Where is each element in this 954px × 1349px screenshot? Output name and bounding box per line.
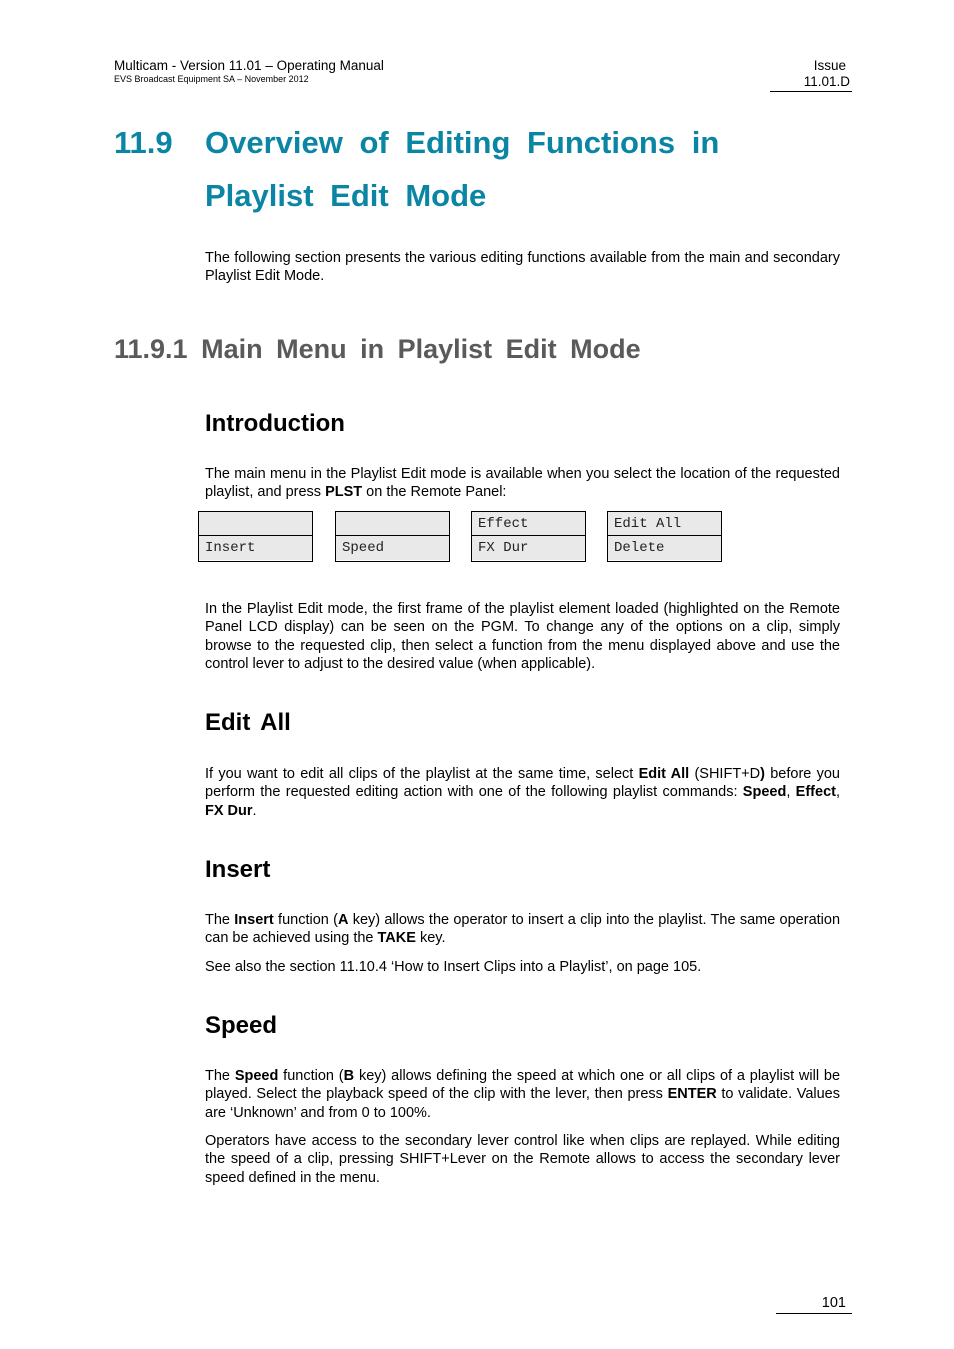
- bold-run: A: [337, 912, 349, 928]
- speed-heading: Speed: [205, 1012, 278, 1039]
- text-run: to validate. Values are ‘Unknown’ and from 0 to 100%.: [205, 1086, 840, 1121]
- speed-paragraph-2: Operators have access to the secondary lever control like when clips are replayed. While editing the speed of a clip, pressing SHIFT+Lever on the Remote allows to access the secondary lever speed defined in the menu.: [205, 1133, 840, 1186]
- footer-rule: [776, 1313, 852, 1314]
- bold-run: Edit All: [638, 766, 690, 782]
- text-run: function (: [278, 1068, 344, 1084]
- lcd-menu-edit-all: Edit All: [608, 512, 721, 536]
- introduction-heading: Introduction: [205, 410, 345, 437]
- introduction-paragraph-2: In the Playlist Edit mode, the first frame of the playlist element loaded (highlighted on the Remote Panel LCD display) can be seen on the PGM. To change any of the options on a clip, simply browse to the requested clip, then select a function from the menu displayed above and use the control lever to adjust to the desired value (when applicable).: [205, 601, 840, 672]
- header-issue-label: Issue: [813, 58, 846, 73]
- bold-run: TAKE: [377, 930, 416, 947]
- text-run: The: [205, 912, 235, 928]
- section-number: 11.9: [114, 125, 173, 160]
- text-run: key) allows the operator to insert a clip into the playlist. The same operation can be achieved using the: [205, 912, 841, 947]
- section-title-line1: Overview of Editing Functions in: [205, 125, 720, 160]
- bold-run: B: [343, 1068, 355, 1084]
- insert-see-also: See also the section 11.10.4 ‘How to Insert Clips into a Playlist’, on page 105.: [205, 959, 702, 975]
- text-run: The main menu in the Playlist Edit mode is available when you select the location of the requested playlist, and press: [205, 466, 840, 501]
- text-run: before you perform the requested editing action with one of the following playlist commands:: [205, 766, 840, 801]
- header-rule: [770, 91, 852, 92]
- lcd-menu-fx-dur: FX Dur: [472, 536, 585, 560]
- bold-run: Insert: [234, 912, 274, 928]
- lcd-menu-insert: Insert: [199, 536, 312, 560]
- text-run: The: [205, 1068, 235, 1084]
- section-title: [114, 116, 854, 222]
- lcd-menu-effect: Effect: [472, 512, 585, 536]
- section-intro: The following section presents the various editing functions available from the main and secondary Playlist Edit Mode.: [205, 250, 840, 285]
- text-run: on the Remote Panel:: [362, 484, 507, 501]
- text-run: (SHIFT+D: [689, 766, 761, 782]
- lcd-menu-cell: [336, 512, 449, 536]
- subsection-title: 11.9.1 Main Menu in Playlist Edit Mode: [114, 334, 641, 364]
- insert-paragraph: [205, 911, 840, 948]
- lcd-menu-speed: Speed: [336, 536, 449, 560]
- text-run: If you want to edit all clips of the playlist at the same time, select: [205, 766, 639, 782]
- lcd-menu-column-2: [335, 511, 450, 562]
- introduction-paragraph-1: [205, 465, 840, 502]
- bold-run: Speed: [742, 784, 787, 801]
- text-run: key.: [415, 930, 446, 947]
- edit-all-paragraph: [205, 765, 840, 820]
- insert-heading: Insert: [205, 856, 271, 883]
- lcd-menu-column-1: [198, 511, 313, 562]
- header-company: EVS Broadcast Equipment SA – November 2012: [114, 74, 309, 84]
- page-number: 101: [821, 1295, 846, 1311]
- bold-run: Effect: [795, 784, 836, 801]
- section-title-line2: Playlist Edit Mode: [205, 178, 487, 213]
- text-run: ,: [786, 784, 796, 801]
- lcd-menu-column-4: [607, 511, 722, 562]
- text-run: ,: [835, 784, 840, 801]
- header-title: Multicam - Version 11.01 – Operating Manual: [114, 58, 384, 73]
- lcd-menu-column-3: [471, 511, 586, 562]
- text-run: function (: [273, 912, 338, 928]
- header-issue-number: 11.01.D: [803, 74, 850, 89]
- bold-run: FX Dur: [205, 802, 253, 819]
- plst-key: PLST: [325, 484, 363, 501]
- lcd-menu-cell: [199, 512, 312, 536]
- text-run: key) allows defining the speed at which one or all clips of a playlist will be played. Select the playback speed of the clip with the lever, then press: [205, 1068, 841, 1103]
- lcd-menu-delete: Delete: [608, 536, 721, 560]
- bold-run: Speed: [234, 1068, 279, 1084]
- speed-paragraph-1: [205, 1067, 840, 1122]
- bold-run: ): [760, 766, 765, 782]
- text-run: .: [252, 802, 257, 819]
- bold-run: ENTER: [667, 1086, 717, 1103]
- edit-all-heading: Edit All: [205, 709, 291, 736]
